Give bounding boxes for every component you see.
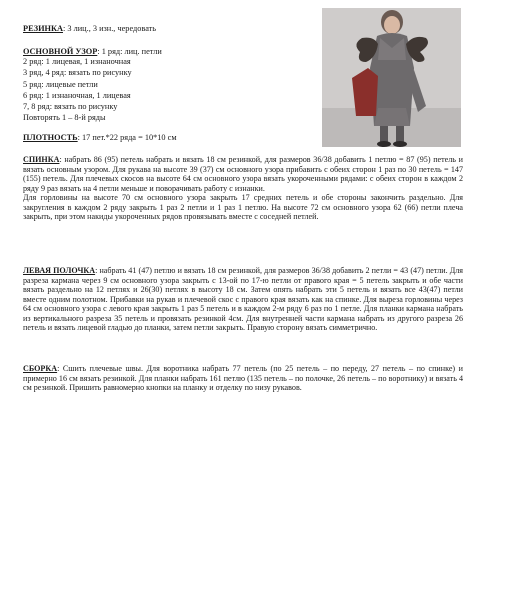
pattern-label: ОСНОВНОЙ УЗОР xyxy=(23,47,98,56)
pattern-text: : 1 ряд: лиц. петли xyxy=(97,47,162,56)
assembly-label: СБОРКА xyxy=(23,364,58,373)
left-front-text: : набрать 41 (47) петлю и вязать 18 см резинкой, для размеров 36/38 добавить 2 петли = 43 (47) петли. Для разреза кармана через 9 см основного узора закрыть с 13-ой по 17-ю петли от правого края = 5 петель закрыть и обе части вязать раздельно на 12 петлях и 26(30) петлях в высоту 18 см. Затем опять набрать эти 5 петель и вязать все 43(47) петли вместе одним полотном. Прибавки на рукав и плечевой скос с правого края вязать как на спинке. Для выреза горловины через 64 см основного узора с левого края закрыть 1 раз 5 петель и в каждом 2-м ряду 6 раз по 1 петле. Для планки кармана набрать из вертикального разреза 35 петель и провязать резинкой 4см. Для внутренней части кармана набрать из другого разреза 26 петель и вязать лицевой гладью до планки, затем петли закрыть. Правую сторону вязать симметрично. xyxy=(23,266,463,332)
model-in-coat-image xyxy=(322,8,461,147)
left-front-label: ЛЕВАЯ ПОЛОЧКА xyxy=(23,266,96,275)
model-photo xyxy=(322,8,461,147)
back-text: : набрать 86 (95) петель набрать и вязать 18 см резинкой, для размеров 36/38 добавить 1 петлю = 87 (95) петель и вязать основным узором. Для рукава на высоте 39 (37) см основного узора прибавить с обеих сторон 1 раз по 30 петель = 147 (155) петель. Для плечевых скосов на высоте 64 см основного узора вязать укороченными рядами: с обеих сторон в каждом 2 ряду 9 раз вязать на 4 петли меньше и поворачивать работу с изнанки. xyxy=(23,155,463,193)
density-text: : 17 пет.*22 ряда = 10*10 см xyxy=(77,133,177,142)
pattern-row: 5 ряд: лицевые петли xyxy=(23,80,98,89)
density-line xyxy=(23,133,177,143)
pattern-row: 6 ряд: 1 изнаночная, 1 лицевая xyxy=(23,91,131,100)
assembly-text: : Сшить плечевые швы. Для воротника набрать 77 петель (по 25 петель – по переду, 27 петель – по спинке) и примерно 16 см вязать резинкой. Для планки набрать 161 петлю (135 петель – по полочке, 26 петель – по воротнику) и вязать 4 см резинкой. Пришить равномерно кнопки на планку и отделку по низу рукавов. xyxy=(23,364,463,392)
left-front-section xyxy=(23,266,463,333)
pattern-line xyxy=(23,47,162,57)
rezinka-label: РЕЗИНКА xyxy=(23,24,63,33)
pattern-row: 7, 8 ряд: вязать по рисунку xyxy=(23,102,118,111)
density-label: ПЛОТНОСТЬ xyxy=(23,133,78,142)
back-section xyxy=(23,155,463,222)
pattern-row: Повторять 1 – 8-й ряды xyxy=(23,113,106,122)
rezinka-line xyxy=(23,24,156,34)
back-text-2: Для горловины на высоте 70 см основного узора закрыть 17 средних петель и обе стороны закончить раздельно. Для закругления в каждом 2 ряду закрыть 1 раз 2 петли и 1 раз 1 петлю. На высоте 72 см основного узора 62 (66) петли плеча закрыть, при этом накиды укороченных рядов провязывать вместе с соседней петлей. xyxy=(23,193,463,221)
assembly-section xyxy=(23,364,463,393)
rezinka-text: : 3 лиц., 3 изн., чередовать xyxy=(63,24,157,33)
pattern-row: 2 ряд: 1 лицевая, 1 изнаночная xyxy=(23,57,131,66)
back-label: СПИНКА xyxy=(23,155,60,164)
pattern-row: 3 ряд, 4 ряд: вязать по рисунку xyxy=(23,68,132,77)
